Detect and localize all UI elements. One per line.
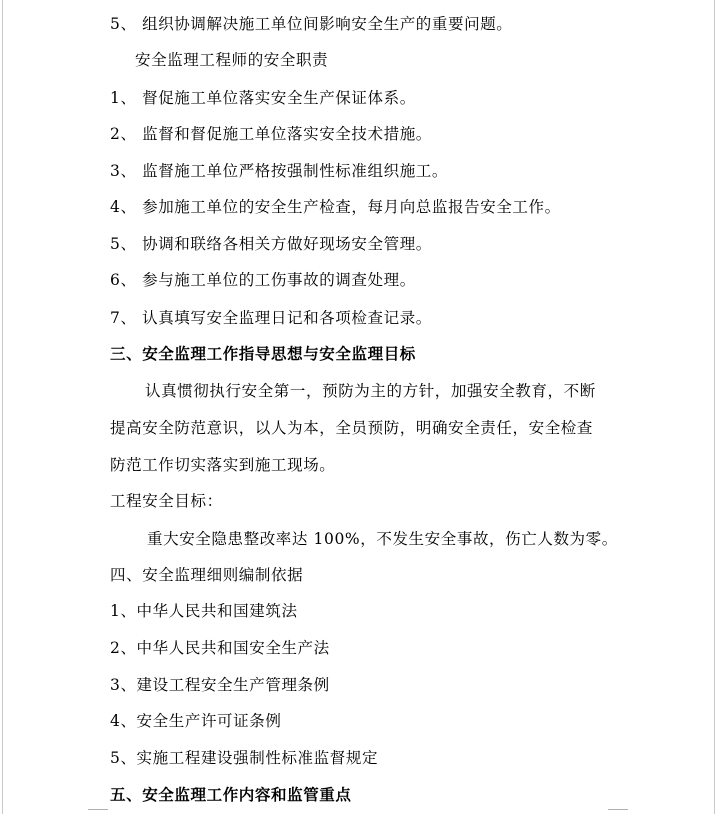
paragraph-line-3: 防范工作切实落实到施工现场。 [110, 456, 336, 474]
safety-goal-label: 工程安全目标： [110, 492, 223, 510]
corner-mark-right [608, 809, 628, 810]
duty-item-3: 3、 监督施工单位严格按强制性标准组织施工。 [110, 162, 448, 180]
page-edge-left [2, 0, 3, 814]
page-edge-right [714, 0, 715, 814]
basis-item-5: 5、实施工程建设强制性标准监督规定 [110, 749, 379, 767]
duty-item-5: 5、 协调和联络各相关方做好现场安全管理。 [110, 235, 432, 253]
paragraph-line-2: 提高安全防范意识，以人为本，全员预防，明确安全责任，安全检查 [110, 419, 594, 437]
basis-item-4: 4、安全生产许可证条例 [110, 712, 282, 730]
basis-item-2: 2、中华人民共和国安全生产法 [110, 639, 330, 657]
basis-item-3: 3、建设工程安全生产管理条例 [110, 676, 330, 694]
duty-item-7: 7、 认真填写安全监理日记和各项检查记录。 [110, 309, 432, 327]
basis-item-1: 1、中华人民共和国建筑法 [110, 602, 298, 620]
duty-item-4: 4、 参加施工单位的安全生产检查，每月向总监报告安全工作。 [110, 198, 561, 216]
section-heading-engineer-duties: 安全监理工程师的安全职责 [135, 51, 329, 69]
section-heading-4: 四、安全监理细则编制依据 [110, 566, 304, 584]
paragraph-line-1: 认真惯彻执行安全第一，预防为主的方针，加强安全教育，不断 [145, 382, 596, 400]
duty-item-6: 6、 参与施工单位的工伤事故的调查处理。 [110, 271, 416, 289]
section-heading-5: 五、安全监理工作内容和监管重点 [110, 785, 352, 804]
section-heading-3: 三、安全监理工作指导思想与安全监理目标 [110, 344, 416, 363]
safety-goal-text: 重大安全隐患整改率达 100%，不发生安全事故，伤亡人数为零。 [147, 530, 618, 548]
corner-mark-left [88, 809, 108, 810]
list-item-5-coordinate: 5、 组织协调解决施工单位间影响安全生产的重要问题。 [110, 15, 513, 33]
duty-item-2: 2、 监督和督促施工单位落实安全技术措施。 [110, 125, 432, 143]
duty-item-1: 1、 督促施工单位落实安全生产保证体系。 [110, 89, 416, 107]
